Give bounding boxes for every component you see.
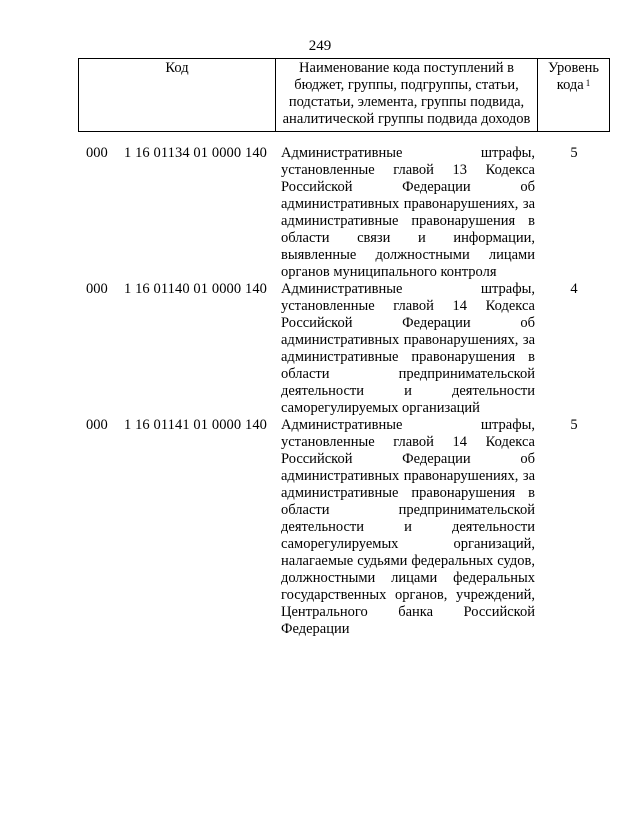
page-number: 249 (308, 38, 332, 54)
admin-code: 000 (86, 281, 108, 297)
footnote-marker: 1 (585, 78, 591, 88)
table-body (0, 145, 640, 638)
header-level (538, 59, 610, 132)
header-name-label: Наименование кода поступлений в бюджет, группы, подгруппы, статьи, подстатьи, элемента, группы подвида, аналитической группы подвида доходов (282, 60, 531, 127)
code-level: 5 (570, 145, 578, 161)
revenue-name: Административные штрафы, установленные главой 14 Кодекса Российской Федерации об административных правонарушениях, за административные правонарушения в области предпринимательской деятельности и деятельности саморегулируемых организаций (281, 281, 535, 416)
revenue-name: Административные штрафы, установленные главой 14 Кодекса Российской Федерации об административных правонарушениях, за административные правонарушения в области предпринимательской деятельности и деятельности саморегулируемых организаций, налагаемые судьями федеральных судов, должностными лицами федеральных государственных органов, учреждений, Центрального банка Российской Федерации (281, 417, 535, 637)
header-code-label: Код (165, 60, 189, 76)
revenue-code: 1 16 01141 01 0000 140 (124, 417, 268, 433)
table-row (0, 417, 640, 638)
code-level: 4 (570, 281, 578, 297)
revenue-code: 1 16 01134 01 0000 140 (124, 145, 268, 161)
header-code (79, 59, 276, 132)
admin-code: 000 (86, 417, 108, 433)
header-level-label: Уровень кода (547, 60, 600, 93)
table-row (0, 145, 640, 281)
header-name (276, 59, 538, 132)
table-row (0, 281, 640, 417)
admin-code: 000 (86, 145, 108, 161)
code-level: 5 (570, 417, 578, 433)
revenue-name: Административные штрафы, установленные главой 13 Кодекса Российской Федерации об административных правонарушениях, за административные правонарушения в области связи и информации, выявленные должностными лицами органов муниципального контроля (281, 145, 535, 280)
revenue-code: 1 16 01140 01 0000 140 (124, 281, 268, 297)
table-header (78, 58, 610, 132)
